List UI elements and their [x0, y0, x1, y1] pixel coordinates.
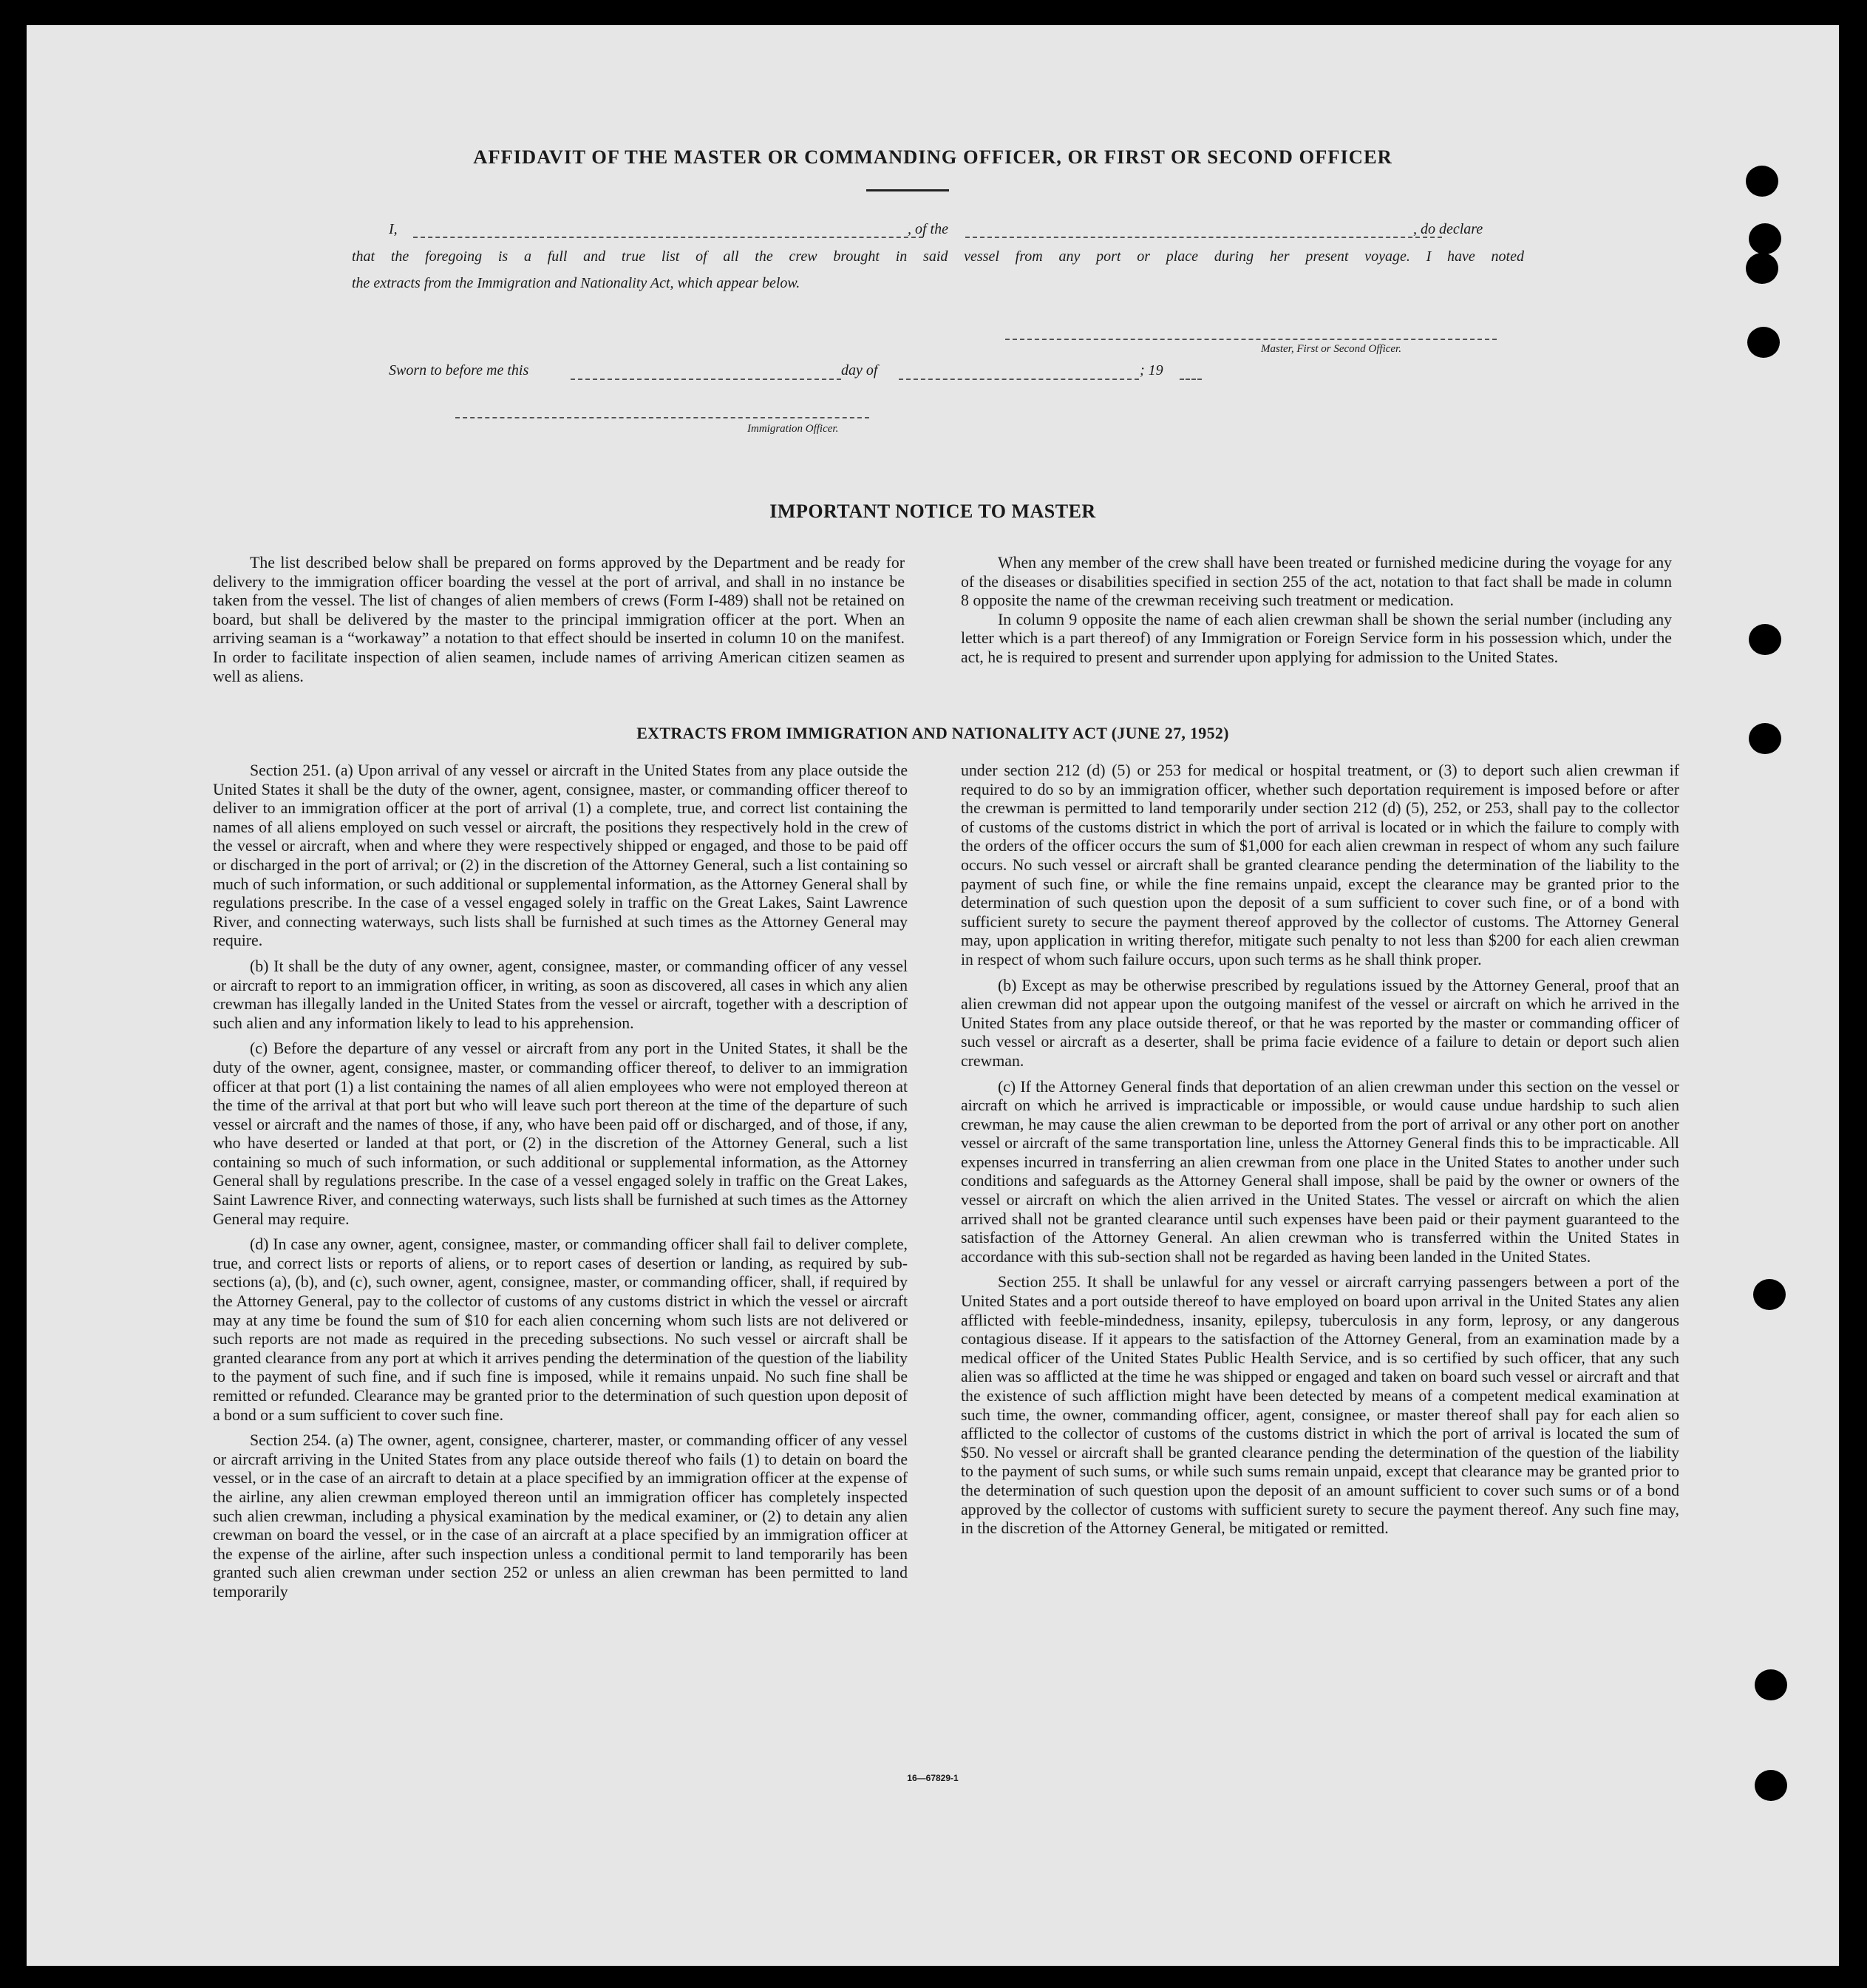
do-declare-label: , do declare: [1413, 221, 1483, 237]
section-251b: (b) It shall be the duty of any owner, agent, consignee, master, or commanding officer of any vessel or aircraft to report to an immigration officer, in writing, as soon as discovered, all cases in which any alien crewman has illegally landed in the United States from the vessel or aircraft, together with a description of such alien and any information likely to lead to his apprehension.: [213, 957, 908, 1032]
day-blank[interactable]: [571, 379, 841, 380]
month-blank[interactable]: [899, 379, 1139, 380]
punch-hole: [1746, 166, 1778, 197]
affidavit-title: AFFIDAVIT OF THE MASTER OR COMMANDING OFFICER, OR FIRST OR SECOND OFFICER: [473, 146, 1392, 168]
affidavit-line-1: that the foregoing is a full and true list of all the crew brought in said vessel from any port or place during her present voyage. I have noted: [352, 248, 1524, 265]
i-label: I,: [389, 221, 398, 237]
section-255: Section 255. It shall be unlawful for any vessel or aircraft carrying passengers between a port of the United States and a port outside thereof to have employed on board upon arrival in the United States any alien afflicted with feeble-mindedness, insanity, epilepsy, tuberculosis in any form, leprosy, or any dangerous contagious disease. If it appears to the satisfaction of the Attorney General, from an examination made by a medical officer of the United States Public Health Service, and is so certified by such officer, that any such alien was so afflicted at the time he was shipped or engaged and taken on board such vessel or aircraft and that the existence of such affliction might have been detected by means of a competent medical examination at such time, the owner, commanding officer, agent, consignee, or master thereof shall pay for each alien so afflicted to the collector of customs of the customs district in which the port of arrival is located the sum of $50. No vessel or aircraft shall be granted clearance pending the determination of the question of the liability to the payment of such sums, or while such sums remain unpaid, except that clearance may be granted prior to the determination of such question upon the deposit of an amount sufficient to cover such sums or of a bond approved by the collector of customs with sufficient surety to secure the payment thereof. Any such fine may, in the discretion of the Attorney General, be mitigated or remitted.: [961, 1273, 1679, 1538]
officer-caption: Immigration Officer.: [747, 423, 839, 435]
punch-hole: [1746, 253, 1778, 284]
notice-right-paragraph-1: When any member of the crew shall have been treated or furnished medicine during the voyage for any of the diseases or disabilities specified in section 255 of the act, notation to that fact shall be made in column 8 opposite the name of the crewman receiving such treatment or medication.: [961, 554, 1672, 610]
document-page: [27, 25, 1839, 1966]
punch-hole: [1755, 1770, 1787, 1801]
name-blank[interactable]: [413, 237, 923, 238]
form-code: 16—67829-1: [907, 1773, 959, 1783]
extracts-title: EXTRACTS FROM IMMIGRATION AND NATIONALITY ACT (JUNE 27, 1952): [636, 724, 1229, 742]
punch-hole: [1749, 223, 1781, 254]
notice-title: IMPORTANT NOTICE TO MASTER: [769, 501, 1096, 522]
sworn-label: Sworn to before me this: [389, 362, 529, 379]
master-signature-line[interactable]: [1005, 339, 1497, 340]
section-254b: (b) Except as may be otherwise prescribed by regulations issued by the Attorney General, proof that an alien crewman did not appear upon the outgoing manifest of the vessel or aircraft on which he arrived in the United States from any place outside thereof, or that he was reported by the master or commanding officer of such vessel or aircraft as a deserter, shall be prima facie evidence of a failure to detain or deport such alien crewman.: [961, 976, 1679, 1070]
affidavit-line-2: the extracts from the Immigration and Nationality Act, which appear below.: [352, 275, 800, 291]
vessel-blank[interactable]: [965, 237, 1442, 238]
extracts-left-column: [213, 761, 908, 1609]
section-251c: (c) Before the departure of any vessel or aircraft from any port in the United States, it shall be the duty of the owner, agent, consignee, master, or commanding officer thereof, to deliver to an immigration officer at that port (1) a list containing the names of all alien employees who were not employed thereon at the time of the arrival at that port but who will leave such port thereon at the time of the departure of such vessel or aircraft and the names of those, if any, who have been paid off or discharged, and of those, if any, who have deserted or landed at that port, or (2) in the discretion of the Attorney General, such a list containing so much of such information, or such additional or supplemental information, as the Attorney General shall by regulations prescribe. In the case of a vessel engaged solely in traffic on the Great Lakes, Saint Lawrence River, and connecting waterways, such lists shall be furnished at such times as the Attorney General may require.: [213, 1039, 908, 1228]
punch-hole: [1749, 723, 1781, 754]
year-blank[interactable]: [1180, 379, 1202, 380]
section-251d: (d) In case any owner, agent, consignee, master, or commanding officer shall fail to deliver complete, true, and correct lists or reports of aliens, or to report cases of desertion or landing, as required by sub-sections (a), (b), and (c), such owner, agent, consignee, master, or commanding officer, shall, if required by the Attorney General, pay to the collector of customs of any customs district in which the vessel or aircraft may at any time be found the sum of $10 for each alien concerning whom such lists are not delivered or such reports are not made as required in the preceding subsections. No such vessel or aircraft shall be granted clearance from any port at which it arrives pending the determination of the question of the liability to the payment of such fine, and if such fine is imposed, while it remains unpaid. No such fine shall be remitted or refunded. Clearance may be granted prior to the determination of such question upon deposit of a bond or a sum sufficient to cover such fine.: [213, 1235, 908, 1424]
punch-hole: [1753, 1279, 1786, 1310]
section-254a: Section 254. (a) The owner, agent, consignee, charterer, master, or commanding officer of any vessel or aircraft arriving in the United States from any place outside thereof who fails (1) to detain on board the vessel, or in the case of an aircraft to detain at a place specified by an immigration officer at the expense of the airline, any alien crewman employed thereon until an immigration officer has completely inspected such alien crewman, including a physical examination by the medical examiner, or (2) to detain any alien crewman on board the vessel, or in the case of an aircraft at a place specified by an immigration officer at the expense of the airline, after such inspection unless a conditional permit to land temporarily has been granted such alien crewman under section 252 or unless an alien crewman has been permitted to land temporarily: [213, 1431, 908, 1601]
punch-hole: [1755, 1669, 1787, 1700]
of-the-label: , of the: [908, 221, 948, 237]
section-254a-continued: under section 212 (d) (5) or 253 for medical or hospital treatment, or (3) to deport such alien crewman if required to do so by an immigration officer, whether such deportation requirement is imposed before or after the crewman is permitted to land temporarily under section 212 (d) (5), 252, or 253, shall pay to the collector of customs of the customs district in which the port of arrival is located or in which the failure to comply with the orders of the officer occurs the sum of $1,000 for each alien crewman in respect of whom any such failure occurs. No such vessel or aircraft shall be granted clearance pending the determination of the liability to the payment of such fine, or while the fine remains unpaid, except the clearance may be granted prior to the determination of such question upon the deposit of a sum sufficient to cover such fine, or of a bond with sufficient surety to secure the payment thereof approved by the collector of customs. The Attorney General may, upon application in writing therefor, mitigate such penalty to not less than $200 for each alien crewman in respect of whom such failure occurs, upon such terms as he shall think proper.: [961, 761, 1679, 968]
officer-signature-line[interactable]: [455, 417, 869, 418]
day-of-label: day of: [841, 362, 878, 379]
master-caption: Master, First or Second Officer.: [1261, 343, 1401, 355]
punch-hole: [1749, 624, 1781, 655]
section-251a: Section 251. (a) Upon arrival of any vessel or aircraft in the United States from any place outside the United States it shall be the duty of the owner, agent, consignee, master, or commanding officer thereof to deliver to an immigration officer at the port of arrival (1) a complete, true, and correct list containing the names of all aliens employed on such vessel or aircraft, the positions they respectively hold in the crew of the vessel or aircraft, when and where they were respectively shipped or engaged, and those to be paid off or discharged in the port of arrival; or (2) in the discretion of the Attorney General, such a list containing so much of such information, or such additional or supplemental information, as the Attorney General shall by regulations prescribe. In the case of a vessel engaged solely in traffic on the Great Lakes, Saint Lawrence River, and connecting waterways, such lists shall be furnished at such times as the Attorney General may require.: [213, 761, 908, 950]
title-rule: [866, 189, 949, 191]
section-254c: (c) If the Attorney General finds that deportation of an alien crewman under this section on the vessel or aircraft on which he arrived is impracticable or impossible, or would cause undue hardship to such alien crewman, he may cause the alien crewman to be deported from the port of arrival or any other port on another vessel or aircraft of the same transportation line, unless the Attorney General finds this to be impracticable. All expenses incurred in transferring an alien crewman from one place in the United States to another under such conditions and safeguards as the Attorney General shall impose, shall be paid by the owner or owners of the vessel or aircraft on which the alien arrived in the United States. The vessel or aircraft on which the alien arrived shall not be granted clearance until such expenses have been paid or their payment guaranteed to the satisfaction of the Attorney General. An alien crewman who is transferred within the United States in accordance with this sub-section shall not be regarded as having been landed in the United States.: [961, 1077, 1679, 1266]
year-label: ; 19: [1140, 362, 1163, 379]
notice-left-paragraph: The list described below shall be prepared on forms approved by the Department and be ready for delivery to the immigration officer boarding the vessel at the port of arrival, and shall in no instance be taken from the vessel. The list of changes of alien members of crews (Form I-489) shall not be retained on board, but shall be delivered by the master to the principal immigration officer at the port. When an arriving seaman is a “workaway” a notation to that effect should be inserted in column 10 on the manifest. In order to facilitate inspection of alien seamen, include names of arriving American citizen seamen as well as aliens.: [213, 554, 905, 685]
notice-right-column: [961, 554, 1672, 668]
notice-left-column: [213, 554, 905, 686]
notice-right-paragraph-2: In column 9 opposite the name of each alien crewman shall be shown the serial number (including any letter which is a part thereof) of any Immigration or Foreign Service form in his possession which, under the act, he is required to present and surrender upon applying for admission to the United States.: [961, 610, 1672, 666]
extracts-right-column: [961, 761, 1679, 1545]
punch-hole: [1747, 327, 1780, 358]
